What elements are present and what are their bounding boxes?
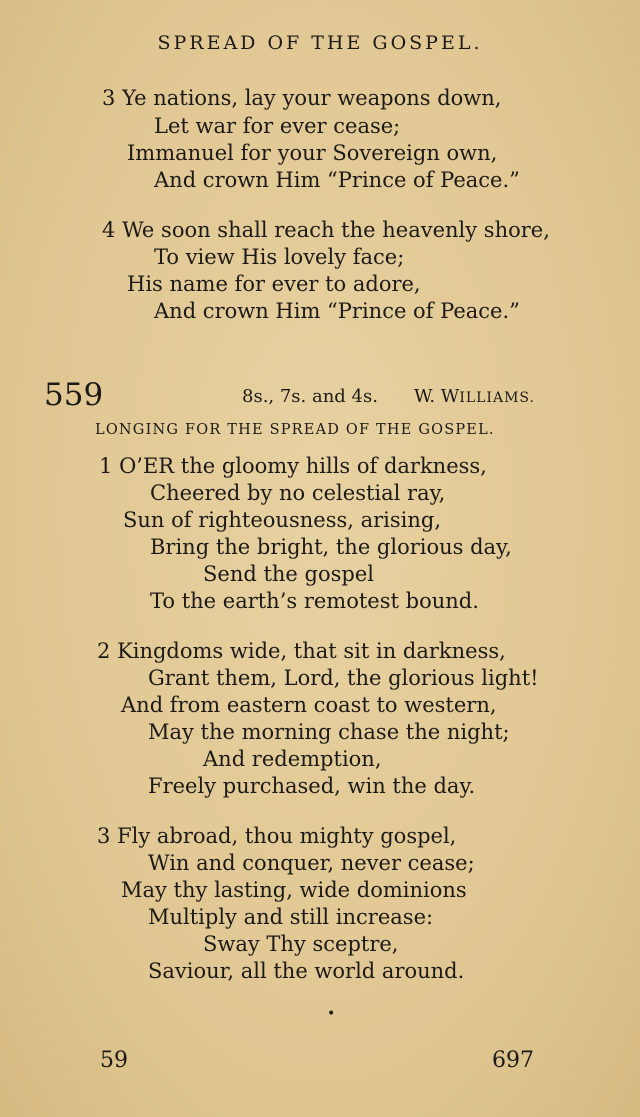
prev-verse4-first-line (102, 220, 550, 241)
verse-line: Fly abroad, thou mighty gospel, (117, 824, 457, 848)
verse2-first-line (97, 641, 506, 662)
prev-verse3-first-line (102, 88, 501, 109)
verse-line: To the earth’s remotest bound. (150, 589, 479, 613)
verse1-first-line (99, 456, 487, 477)
verse-line: Bring the bright, the glorious day, (150, 535, 512, 559)
hymn-title: LONGING FOR THE SPREAD OF THE GOSPEL. (95, 422, 495, 438)
verse-line: Send the gospel (203, 562, 374, 586)
verse-line: To view His lovely face; (154, 245, 405, 269)
verse-line: O’ER the gloomy hills of darkness, (119, 454, 487, 478)
author-initial: W. W (414, 386, 460, 407)
signature-mark: 59 (100, 1048, 128, 1073)
verse3-first-line (97, 826, 456, 847)
author-surname-smallcaps: ILLIAMS. (459, 390, 535, 406)
verse-line: Sway Thy sceptre, (203, 932, 399, 956)
running-head: SPREAD OF THE GOSPEL. (157, 32, 483, 54)
verse-number: 4 (102, 218, 116, 242)
verse-line: And redemption, (203, 747, 382, 771)
verse-line: And crown Him “Prince of Peace.” (154, 168, 520, 192)
verse-line: May thy lasting, wide dominions (121, 878, 467, 902)
verse-number: 2 (97, 639, 111, 663)
verse-line: Multiply and still increase: (148, 905, 434, 929)
verse-line: Let war for ever cease; (154, 114, 401, 138)
verse-line: May the morning chase the night; (148, 720, 510, 744)
verse-number: 3 (97, 824, 111, 848)
verse-line: Freely purchased, win the day. (148, 774, 476, 798)
verse-line: Ye nations, lay your weapons down, (122, 86, 502, 110)
hymn-meter: 8s., 7s. and 4s. (242, 386, 378, 407)
hymn-number: 559 (44, 377, 104, 413)
verse-line: And crown Him “Prince of Peace.” (154, 299, 520, 323)
verse-line: Immanuel for your Sovereign own, (127, 141, 498, 165)
verse-line: His name for ever to adore, (127, 272, 421, 296)
verse-line: And from eastern coast to western, (121, 693, 497, 717)
verse-number: 3 (102, 86, 116, 110)
verse-line: Grant them, Lord, the glorious light! (148, 666, 539, 690)
verse-number: 1 (99, 454, 113, 478)
verse-line: Saviour, all the world around. (148, 959, 465, 983)
ornament-dot: • (327, 1006, 336, 1022)
verse-line: Cheered by no celestial ray, (150, 481, 446, 505)
page-number: 697 (492, 1048, 534, 1073)
verse-line: Win and conquer, never cease; (148, 851, 475, 875)
verse-line: We soon shall reach the heavenly shore, (122, 218, 550, 242)
hymn-author (414, 386, 535, 407)
verse-line: Kingdoms wide, that sit in darkness, (117, 639, 506, 663)
verse-line: Sun of righteousness, arising, (123, 508, 442, 532)
